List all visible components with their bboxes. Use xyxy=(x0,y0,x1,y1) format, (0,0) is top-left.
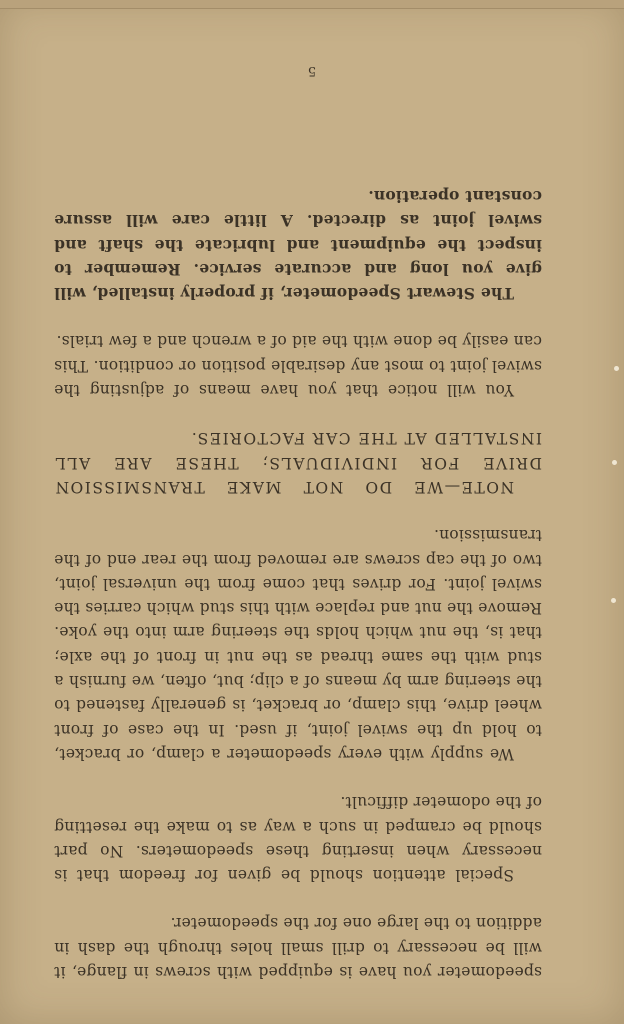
paragraph-swivel-adjust: You will notice that you have means of adjusting the swivel joint to most any desirable position or condition. This can easily be done with the aid of a wrench and a few trials. xyxy=(54,332,542,400)
paragraph-clamp-bracket: We supply with every speedometer a clamp, or bracket, to hold up the swivel joint, if used. In the case of front wheel drive, this clamp, or bracket, is generally fastened to the steering arm by means of a clip; but, often, we furnish a stud with the same thread as the nut in front of the axle; that is, the nut which holds the steering arm into the yoke. Remove the nut and replace with this stud which carries the swivel joint. For drives that come from the universal joint, two of the cap screws are removed from the rear end of the transmission. xyxy=(54,526,542,763)
paragraph-note: NOTE—WE DO NOT MAKE TRANSMISSION DRIVE FOR INDIVIDUALS; THESE ARE ALL INSTALLED AT THE CAR FACTORIES. xyxy=(54,429,542,496)
paragraph-speedometer-screws: speedometer you have is equipped with screws in flange, it will be necessary to drill small holes through the dash in addition to the large one for the speedometer. xyxy=(54,914,542,981)
paragraph-stewart-service: The Stewart Speedometer, if properly installed, will give you long and accurate service. Remember to inspect the equipment and lubricate the shaft and swivel joint as directed. A little care will assure constant operation. xyxy=(54,186,542,304)
paragraph-special-attention: Special attention should be given for freedom that is necessary when inserting these speedometers. No part should be cramped in such a way as to make the resetting of the odometer difficult. xyxy=(54,793,542,885)
page-number: 5 xyxy=(307,63,317,78)
body-text xyxy=(54,184,542,984)
